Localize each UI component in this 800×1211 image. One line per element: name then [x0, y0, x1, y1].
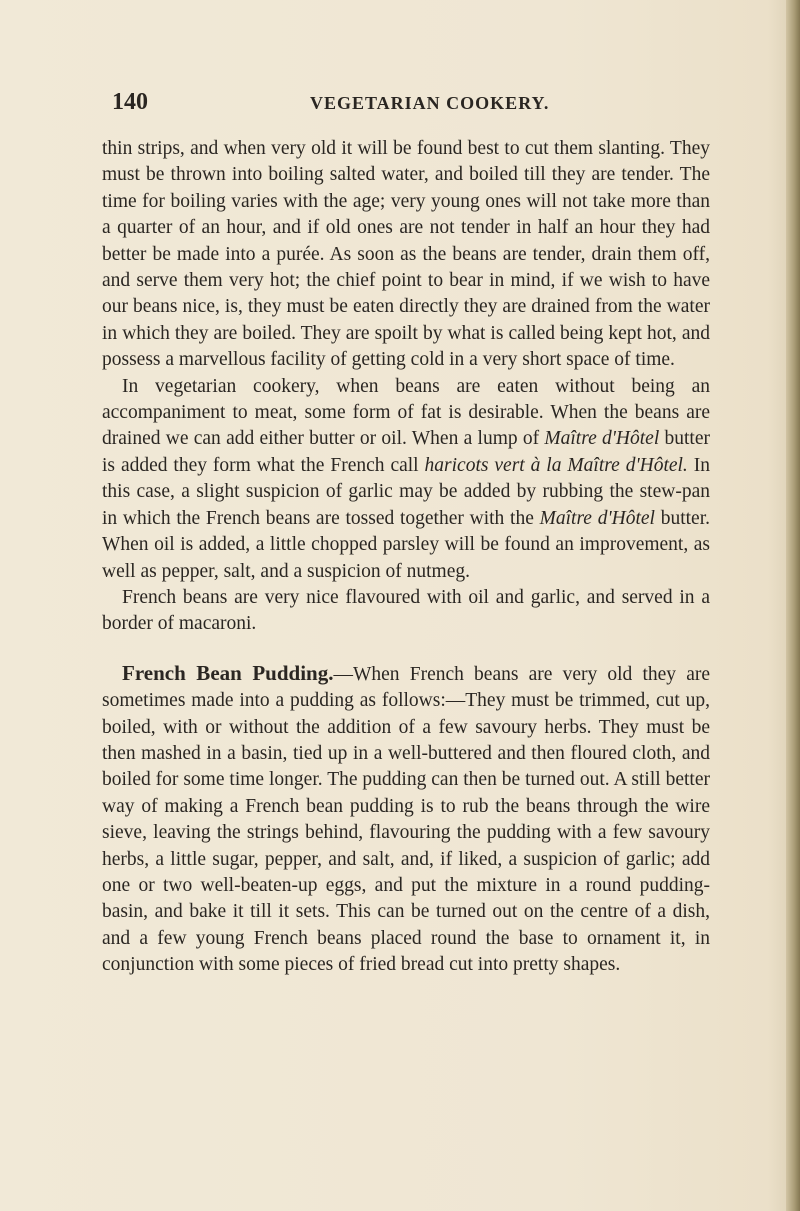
- text-run: In this case, a slight suspicion of garlic may be added by rubbing the stew-pan in which the French beans are tossed together with the: [102, 454, 710, 529]
- running-title: VEGETARIAN COOKERY.: [310, 93, 550, 113]
- italic-term: Maître d'Hôtel: [539, 507, 655, 529]
- paragraph-oil-garlic: [102, 585, 710, 638]
- paragraph-continued: [102, 136, 710, 374]
- text-run: thin strips, and when very old it will be found best to cut them slanting. They must be thrown into boiling salted water, and boiled till they are tender. The time for boiling varies with the age; very young ones will not take more than a quarter of an hour, and if old ones are not tender in half an hour they had better be made into a purée. As soon as the beans are tender, drain them off, and serve them very hot; the chief point to bear in mind, if we wish to have our beans nice, is, they must be eaten directly they are drained from the water in which they are boiled. They are spoilt by what is called being kept hot, and possess a marvellous facility of getting cold in a very short space of time.: [102, 138, 710, 371]
- body-text: [102, 136, 710, 979]
- page-number: 140: [112, 89, 148, 115]
- page-edge: [786, 0, 800, 1211]
- text-run: butter is added they form what the French call: [102, 428, 710, 476]
- italic-term: Maître d'Hôtel: [544, 428, 660, 450]
- text-run: In vegetarian cookery, when beans are eaten without being an accompaniment to meat, some form of fat is desirable. When the beans are drained we can add either butter or oil. When a lump of: [102, 375, 710, 450]
- text-run: butter. When oil is added, a little chopped parsley will be found an improvement, as well as pepper, salt, and a suspicion of nutmeg.: [102, 507, 710, 582]
- text-run: —When French beans are very old they are sometimes made into a pudding as follows:—They must be trimmed, cut up, boiled, with or without the addition of a few savoury herbs. They must be then mashed in a basin, tied up in a well-buttered and then floured cloth, and boiled for some time longer. The pudding can then be turned out. A still better way of making a French bean pudding is to rub the beans through the wire sieve, leaving the strings behind, flavouring the pudding with a few savoury herbs, a little sugar, pepper, and salt, and, if liked, a suspicion of garlic; add one or two well-beaten-up eggs, and put the mixture in a round pudding-basin, and bake it till it sets. This can be turned out on the centre of a dish, and a few young French beans placed round the base to ornament it, in conjunction with some pieces of fried bread cut into pretty shapes.: [102, 663, 711, 976]
- italic-term: haricots vert à la Maître d'Hôtel.: [424, 454, 688, 476]
- paragraph-fat: [102, 374, 710, 585]
- text-run: French beans are very nice flavoured with oil and garlic, and served in a border of macaroni.: [102, 586, 710, 635]
- page-header: [112, 89, 712, 117]
- paragraph-recipe: [102, 660, 710, 979]
- recipe-heading: French Bean Pudding.: [122, 660, 334, 685]
